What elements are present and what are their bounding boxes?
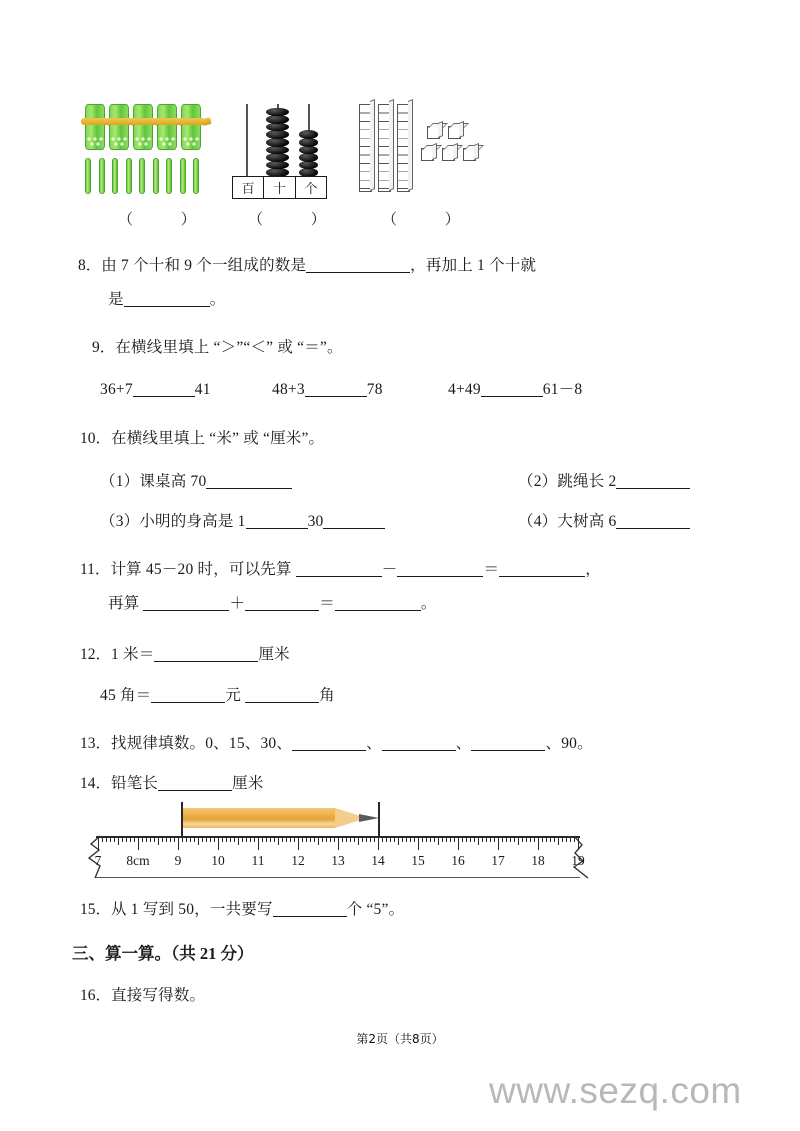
base-ten-rod [359, 104, 372, 192]
question-11-blank-5[interactable] [245, 598, 319, 611]
ruler-tick-minor [366, 836, 367, 842]
ruler-tick-major [138, 836, 139, 850]
ruler-tick-minor [234, 836, 235, 842]
ruler-tick-minor [170, 836, 171, 842]
question-15-number: 15． [80, 901, 112, 918]
loose-stick [180, 158, 186, 194]
ruler-tick-minor [466, 836, 467, 842]
stick-bundle [109, 104, 129, 150]
base-ten-rod [397, 104, 410, 192]
ruler-tick-half [518, 836, 519, 845]
ruler-tick-half [478, 836, 479, 845]
question-13-blank-1[interactable] [292, 738, 366, 751]
question-11-text-g: ＝ [319, 595, 335, 612]
ruler-tick-minor [254, 836, 255, 842]
loose-stick [139, 158, 145, 194]
question-14-text-a: 铅笔长 [111, 775, 159, 792]
ruler-tick-half [198, 836, 199, 845]
measure-guide-end [378, 802, 380, 836]
ruler-tick-major [178, 836, 179, 850]
ruler-tick-minor [522, 836, 523, 842]
ruler-bottom-edge [96, 877, 580, 878]
ruler-tick-minor [270, 836, 271, 842]
question-9-blank-3[interactable] [481, 384, 543, 397]
ruler-tick-minor [482, 836, 483, 842]
ruler-tick-minor [394, 836, 395, 842]
question-8-blank-2[interactable] [124, 294, 210, 307]
ruler-tick-half [438, 836, 439, 845]
ruler-label: 13 [331, 853, 345, 868]
ruler-tick-minor [186, 836, 187, 842]
question-12-text-d: 元 [225, 687, 242, 704]
ruler-label: 10 [211, 853, 225, 868]
question-9-item-3-left: 4+49 [448, 381, 481, 398]
ruler-tick-major [538, 836, 539, 850]
question-11-number: 11． [80, 561, 111, 578]
ruler-tick-minor [194, 836, 195, 842]
question-10-blank-1[interactable] [206, 476, 292, 489]
question-10-item-3 [100, 510, 385, 533]
question-8-text-d: 。 [209, 291, 226, 308]
pencil-shaft [183, 808, 335, 828]
question-10-item-1 [100, 470, 292, 493]
ruler-tick-minor [342, 836, 343, 842]
stick-bundle [133, 104, 153, 150]
question-14-blank-1[interactable] [158, 778, 232, 791]
ruler-tick-minor [190, 836, 191, 842]
abacus-bead [299, 138, 318, 147]
abacus-bead [266, 161, 289, 170]
ruler-tick-minor [550, 836, 551, 842]
question-11-blank-2[interactable] [397, 564, 483, 577]
question-9-item-3-right: 61－8 [542, 381, 583, 398]
ruler-tick-minor [314, 836, 315, 842]
ruler-tick-minor [330, 836, 331, 842]
ruler-tick-minor [210, 836, 211, 842]
ruler-tick-minor [106, 836, 107, 842]
ruler-tick-minor [354, 836, 355, 842]
question-12-blank-1[interactable] [154, 649, 258, 662]
ruler-tick-minor [434, 836, 435, 842]
question-15-text-b: 个 “5”。 [346, 901, 405, 918]
question-8-line-1 [78, 254, 536, 277]
question-11-blank-1[interactable] [296, 564, 382, 577]
ruler-tick-minor [426, 836, 427, 842]
loose-stick [99, 158, 105, 194]
question-11-blank-6[interactable] [335, 598, 421, 611]
question-15-text-a: 从 1 写到 50，一共要写 [111, 901, 273, 918]
ruler-with-pencil-illustration [88, 800, 588, 882]
question-16-text: 直接写得数。 [111, 987, 206, 1004]
question-10-title [80, 427, 324, 450]
ruler-tick-major [458, 836, 459, 850]
question-11-line-1 [80, 558, 601, 581]
question-9-item-1-left: 36+7 [100, 381, 133, 398]
ruler-tick-minor [374, 836, 375, 842]
ruler-tick-minor [166, 836, 167, 842]
question-8-text-c: 是 [108, 291, 124, 308]
ruler-tick-half [118, 836, 119, 845]
ruler-tick-major [298, 836, 299, 850]
ruler-tick-minor [486, 836, 487, 842]
question-13-sep-2: 、 [455, 735, 472, 752]
ruler-tick-minor [202, 836, 203, 842]
ruler-body [88, 836, 588, 880]
question-10-title-text: 在横线里填上 “米” 或 “厘米”。 [111, 430, 325, 447]
question-11-text-e: 再算 [108, 595, 140, 612]
question-11-text-d: ， [585, 561, 601, 578]
abacus-bead [299, 130, 318, 139]
question-13-text-b: 90。 [561, 735, 593, 752]
question-9-item-2 [272, 378, 383, 401]
ruler-tick-minor [286, 836, 287, 842]
ruler-tick-minor [182, 836, 183, 842]
ruler-tick-minor [346, 836, 347, 842]
question-9-title-text: 在横线里填上 “＞”“＜” 或 “＝”。 [115, 339, 343, 356]
ruler-tick-minor [350, 836, 351, 842]
question-8-text-a: 由 7 个十和 9 个一组成的数是 [101, 257, 307, 274]
abacus-bead [299, 153, 318, 162]
ruler-tick-minor [274, 836, 275, 842]
ruler-tick-minor [310, 836, 311, 842]
question-10-blank-4[interactable] [616, 516, 690, 529]
pencil-graphic [183, 808, 379, 828]
ruler-tick-half [358, 836, 359, 845]
ruler-tick-minor [142, 836, 143, 842]
ruler-tick-minor [326, 836, 327, 842]
stick-bundle [157, 104, 177, 150]
ruler-tick-minor [322, 836, 323, 842]
base-ten-unit-cube [421, 148, 434, 161]
ruler-tick-minor [470, 836, 471, 842]
abacus-bead [266, 153, 289, 162]
question-9-item-1-right: 41 [194, 381, 211, 398]
ruler-tick-major [258, 836, 259, 850]
ruler-tick-minor [110, 836, 111, 842]
ruler-tick-minor [290, 836, 291, 842]
base-ten-unit-cube [448, 126, 461, 139]
blocks-answer-parenthesis[interactable]: （ ） [382, 212, 482, 228]
question-11-text-h: 。 [420, 595, 437, 612]
ruler-tick-minor [262, 836, 263, 842]
question-13-blank-3[interactable] [471, 738, 545, 751]
ruler-tick-minor [334, 836, 335, 842]
ruler-label: 16 [451, 853, 465, 868]
question-10-item-3-label-a: （3）小明的身高是 1 [100, 513, 246, 530]
ruler-tick-minor [130, 836, 131, 842]
ruler-tick-minor [450, 836, 451, 842]
question-12-text-a: 1 米＝ [111, 646, 155, 663]
question-13-blank-2[interactable] [382, 738, 456, 751]
question-10-item-2 [518, 470, 690, 493]
question-10-item-4 [518, 510, 690, 533]
ruler-label: 17 [491, 853, 505, 868]
abacus-answer-parenthesis[interactable]: （ ） [248, 212, 348, 228]
ruler-tick-minor [370, 836, 371, 842]
question-16-number: 16． [80, 987, 112, 1004]
ruler-tick-minor [230, 836, 231, 842]
ruler-tick-minor [102, 836, 103, 842]
abacus-bead [266, 130, 289, 139]
ruler-tick-minor [506, 836, 507, 842]
ruler-tick-half [558, 836, 559, 845]
abacus-place-value-frame [232, 176, 327, 199]
question-10-number: 10． [80, 430, 112, 447]
ruler-tick-major [418, 836, 419, 850]
page-footer: 第2页（共8页） [356, 1032, 444, 1046]
ruler-tick-minor [454, 836, 455, 842]
question-11-text-a: 计算 45－20 时，可以先算 [110, 561, 292, 578]
abacus-bead [266, 138, 289, 147]
ruler-tick-minor [226, 836, 227, 842]
question-15 [80, 898, 404, 921]
question-11-text-b: － [381, 561, 398, 578]
question-14-number: 14． [80, 775, 112, 792]
ruler-tick-minor [490, 836, 491, 842]
question-10-item-3-label-b: 30 [307, 513, 324, 530]
ruler-tick-minor [242, 836, 243, 842]
question-9-blank-2[interactable] [305, 384, 367, 397]
ruler-tick-minor [546, 836, 547, 842]
ruler-tick-minor [362, 836, 363, 842]
loose-stick [153, 158, 159, 194]
question-9-blank-1[interactable] [133, 384, 195, 397]
question-8-line-2 [108, 288, 225, 311]
loose-stick [112, 158, 118, 194]
question-11-blank-3[interactable] [499, 564, 585, 577]
abacus-illustration [232, 104, 327, 199]
question-12-number: 12． [80, 646, 112, 663]
abacus-bead [299, 161, 318, 170]
base-ten-unit-cube [463, 148, 476, 161]
ruler-tick-minor [554, 836, 555, 842]
ruler-tick-minor [154, 836, 155, 842]
ruler-label: 15 [411, 853, 425, 868]
ruler-tick-minor [302, 836, 303, 842]
ruler-label: 19 [571, 853, 585, 868]
abacus-bead [266, 115, 289, 124]
ruler-tick-minor [126, 836, 127, 842]
ruler-tick-minor [222, 836, 223, 842]
question-10-blank-3b[interactable] [323, 516, 385, 529]
abacus-bead [299, 146, 318, 155]
ruler-tick-major [498, 836, 499, 850]
section-heading-three: 三、算一算。（共 21 分） [72, 944, 254, 963]
abacus-bead [266, 146, 289, 155]
ruler-tick-minor [306, 836, 307, 842]
question-12-text-c: 45 角＝ [100, 687, 152, 704]
ruler-tick-minor [214, 836, 215, 842]
question-14-text-b: 厘米 [232, 775, 264, 792]
ruler-tick-minor [462, 836, 463, 842]
loose-stick [126, 158, 132, 194]
ruler-tick-minor [566, 836, 567, 842]
question-9-number: 9． [92, 339, 116, 356]
question-13-number: 13． [80, 735, 112, 752]
ruler-tick-minor [562, 836, 563, 842]
ruler-tick-minor [206, 836, 207, 842]
question-8-text-b: ，再加上 1 个十就 [410, 257, 537, 274]
sticks-illustration [85, 104, 220, 194]
ruler-tick-minor [446, 836, 447, 842]
pencil-lead-tip [359, 814, 379, 822]
stick-bundle [181, 104, 201, 150]
ruler-tick-half [278, 836, 279, 845]
question-15-blank-1[interactable] [273, 904, 347, 917]
ruler-tick-minor [150, 836, 151, 842]
ruler-tick-minor [282, 836, 283, 842]
question-12-blank-3[interactable] [245, 690, 319, 703]
ruler-tick-major [218, 836, 219, 850]
ruler-label: 7 [94, 853, 102, 868]
base-ten-unit-cube [442, 148, 455, 161]
question-9-title [92, 336, 343, 359]
ruler-tick-minor [250, 836, 251, 842]
ruler-tick-minor [402, 836, 403, 842]
ruler-tick-minor [494, 836, 495, 842]
ruler-tick-minor [422, 836, 423, 842]
loose-stick [85, 158, 91, 194]
abacus-column-label-hundreds: 百 [233, 177, 264, 198]
base-ten-rod [378, 104, 391, 192]
question-14 [80, 772, 264, 795]
abacus-column-label-tens: 十 [264, 177, 295, 198]
ruler-tick-minor [294, 836, 295, 842]
ruler-tick-minor [146, 836, 147, 842]
question-11-text-c: ＝ [483, 561, 500, 578]
ruler-tick-minor [162, 836, 163, 842]
question-16 [80, 984, 205, 1007]
base-ten-unit-cube [427, 126, 440, 139]
ruler-tick-minor [542, 836, 543, 842]
ruler-label: 14 [371, 853, 385, 868]
ruler-tick-minor [390, 836, 391, 842]
question-13 [80, 732, 593, 755]
ruler-tick-minor [442, 836, 443, 842]
ruler-tick-minor [114, 836, 115, 842]
ruler-tick-minor [474, 836, 475, 842]
question-9-item-1 [100, 378, 211, 401]
ruler-label: 9 [174, 853, 182, 868]
ruler-tick-major [338, 836, 339, 850]
ruler-tick-minor [122, 836, 123, 842]
question-11-blank-4[interactable] [143, 598, 229, 611]
ruler-label: 11 [251, 853, 265, 868]
ruler-tick-minor [534, 836, 535, 842]
loose-stick [166, 158, 172, 194]
loose-stick [193, 158, 199, 194]
ruler-label: 12 [291, 853, 305, 868]
question-10-blank-2[interactable] [616, 476, 690, 489]
question-12-line-2 [100, 684, 335, 707]
abacus-bead [266, 108, 289, 117]
ruler-tick-marks [98, 836, 578, 850]
ruler-tick-minor [570, 836, 571, 842]
ruler-tick-half [238, 836, 239, 845]
ruler-tick-minor [526, 836, 527, 842]
ruler-tick-minor [530, 836, 531, 842]
question-10-item-4-label: （4）大树高 6 [518, 513, 617, 530]
ruler-tick-minor [386, 836, 387, 842]
question-8-number: 8． [78, 257, 102, 274]
sticks-answer-parenthesis[interactable]: （ ） [118, 212, 218, 228]
ruler-label: 18 [531, 853, 545, 868]
ruler-tick-half [398, 836, 399, 845]
question-13-text-a: 找规律填数。0、15、30、 [111, 735, 293, 752]
question-9-item-3 [448, 378, 582, 401]
abacus-rod-hundreds [246, 104, 248, 176]
site-watermark: www.sezq.com [489, 1070, 742, 1111]
ruler-tick-minor [430, 836, 431, 842]
ruler-tick-minor [174, 836, 175, 842]
ruler-tick-minor [266, 836, 267, 842]
question-12-blank-2[interactable] [151, 690, 225, 703]
measure-guide-start [181, 802, 183, 836]
question-13-sep-3: 、 [545, 735, 562, 752]
question-9-item-2-right: 78 [366, 381, 383, 398]
question-12-text-e: 角 [319, 687, 335, 704]
question-10-item-1-label: （1）课桌高 70 [100, 473, 207, 490]
question-10-blank-3a[interactable] [246, 516, 308, 529]
ruler-label: 8cm [126, 853, 150, 868]
ruler-tick-minor [382, 836, 383, 842]
question-11-text-f: ＋ [229, 595, 246, 612]
question-8-blank-1[interactable] [306, 260, 410, 273]
question-11-line-2 [108, 592, 437, 615]
ruler-tick-half [158, 836, 159, 845]
question-10-item-2-label: （2）跳绳长 2 [518, 473, 617, 490]
question-12-text-b: 厘米 [258, 646, 290, 663]
question-9-item-2-left: 48+3 [272, 381, 305, 398]
ruler-tick-major [378, 836, 379, 850]
stick-bundle [85, 104, 105, 150]
abacus-column-label-ones: 个 [304, 182, 318, 197]
question-12-line-1 [80, 643, 290, 666]
ruler-tick-minor [502, 836, 503, 842]
ruler-tick-minor [406, 836, 407, 842]
ruler-tick-half [318, 836, 319, 845]
ruler-tick-minor [510, 836, 511, 842]
abacus-bead [266, 123, 289, 132]
ruler-tick-minor [246, 836, 247, 842]
base-ten-blocks-illustration [355, 104, 475, 199]
ruler-tick-minor [134, 836, 135, 842]
ruler-tick-minor [410, 836, 411, 842]
ruler-tick-minor [414, 836, 415, 842]
question-13-sep-1: 、 [366, 735, 382, 752]
ruler-tick-minor [514, 836, 515, 842]
